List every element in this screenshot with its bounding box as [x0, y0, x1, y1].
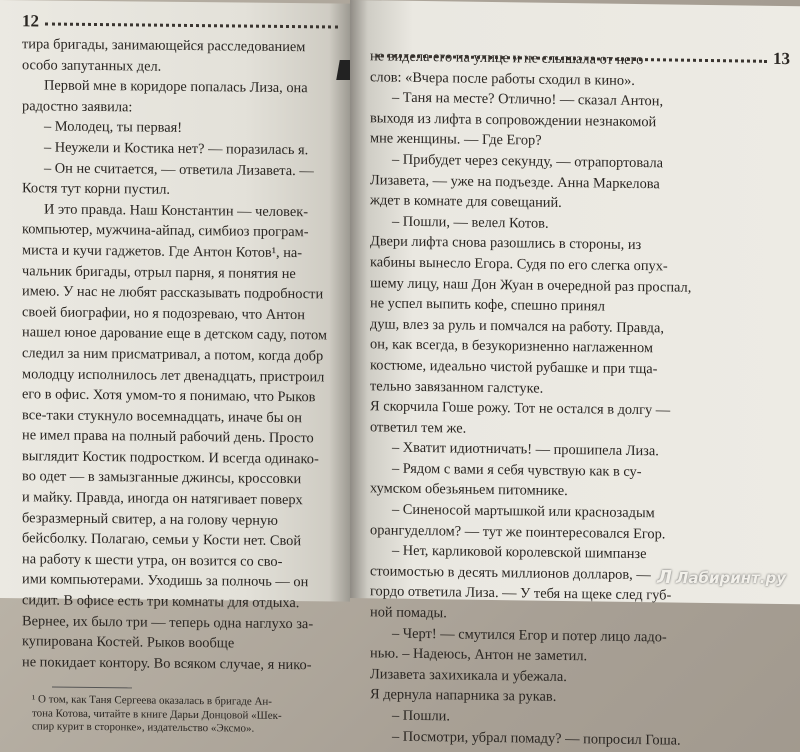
text-line: следил за ним присматривал, а потом, когда добр [22, 345, 324, 365]
footnote [22, 694, 344, 738]
text-line: кабины вынесло Егора. Судя по его слегка опух- [370, 254, 668, 275]
text-line: – Неужели и Костика нет? — поразилась я. [44, 139, 309, 159]
right-page-body [370, 46, 790, 752]
footnote-divider [52, 687, 132, 689]
text-line: – Молодец, ты первая! [44, 118, 183, 137]
text-line: – Черт! — смутился Егор и потер лицо ладо- [392, 625, 667, 646]
text-line: купирована Костей. Рыков вообще [22, 633, 235, 652]
text-line: – Прибудет через секунду, — отрапортовала [392, 151, 664, 172]
text-line: – Нет, карликовой королевской шимпанзе [392, 542, 647, 563]
text-line: выглядит Костик подростком. И всегда одинако- [22, 448, 319, 468]
text-line: чальник бригады, отрыл парня, я понятия не [22, 262, 296, 282]
footnote-line: спир курит в сторонке», издательство «Эксмо». [32, 720, 255, 736]
left-page [0, 0, 350, 736]
text-line: имею. У нас не любят рассказывать подробности [22, 283, 324, 303]
text-line: – Хватит идиотничать! — прошипела Лиза. [392, 439, 659, 460]
text-line: слов: «Вчера после работы сходил в кино». [370, 68, 635, 89]
text-line: – Он не считается, — ответила Лизавета. — [44, 160, 314, 179]
text-line: костюме, идеально чистой рубашке и при тща- [370, 357, 658, 378]
footnote-line: ¹ О том, как Таня Сергеева оказалась в бригаде Ан- [32, 693, 272, 709]
text-line: на работу к шести утра, он возится со сво- [22, 551, 283, 570]
text-line: Костя тут корни пустил. [22, 180, 171, 198]
text-line: Двери лифта снова разошлись в стороны, из [370, 233, 642, 254]
text-line: во одет — в замызганные джинсы, кроссовки [22, 468, 302, 488]
header-dotted-rule [45, 22, 338, 28]
text-line: Лизавета захихикала и убежала. [370, 666, 567, 685]
header-dotted-rule [376, 54, 767, 62]
text-line: мне женщины. — Где Егор? [370, 130, 542, 150]
text-line: своей биографии, но я подозреваю, что Антон [22, 303, 305, 323]
text-line: – Синеносой мартышкой или краснозадым [392, 501, 655, 522]
text-line: молодцу исполнилось лет двенадцать, пристроил [22, 365, 325, 385]
text-line: не покидает контору. Во всяком случае, я нико- [22, 654, 312, 674]
page-number-left: 12 [22, 11, 39, 31]
text-line: миста и кучи гаджетов. Где Антон Котов¹, на- [22, 242, 303, 262]
text-line: не успел выпить кофе, спешно принял [370, 295, 605, 315]
text-line: и майку. Правда, иногда он натягивает поверх [22, 489, 303, 509]
text-line: Первой мне в коридоре попалась Лиза, она [44, 77, 308, 97]
text-line: шему лицу, наш Дон Жуан в очередной раз проспал, [370, 274, 692, 296]
text-line: нашел юное дарование еще в детском саду, потом [22, 324, 327, 344]
text-line: – Рядом с вами я себя чувствую как в су- [392, 460, 642, 480]
text-line: – Посмотри, убрал помаду? — попросил Гоша. [392, 728, 681, 749]
text-line: не видела его на улице и не слышала от него [370, 48, 644, 69]
text-line: ждет в комнате для совещаний. [370, 192, 562, 212]
text-line: компьютер, мужчина-айпад, симбиоз програм- [22, 221, 309, 241]
text-line: И это правда. Наш Константин — человек- [44, 201, 309, 220]
text-line: нью. – Надеюсь, Антон не заметил. [370, 645, 588, 665]
watermark-text: Лабиринт.ру [675, 569, 786, 587]
text-line: выходя из лифта в сопровождении незнакомой [370, 110, 657, 131]
text-line: – Таня на месте? Отлично! — сказал Антон, [392, 89, 664, 110]
watermark-logo: Л [656, 567, 672, 588]
text-line: тира бригады, занимающейся расследованием [22, 36, 306, 56]
text-line: – Пошли, — велел Котов. [392, 213, 549, 232]
left-page-body [22, 34, 344, 676]
text-line: все-таки стукнуло восемнадцать, иначе бы он [22, 406, 302, 426]
footnote-line: тона Котова, читайте в книге Дарьи Донцовой «Шек- [32, 707, 282, 722]
text-line: ной помады. [370, 604, 447, 622]
text-line: сидит. В офисе есть три комнаты для отдыха. [22, 592, 300, 612]
text-line: он, как всегда, в безукоризненно наглаженном [370, 336, 653, 357]
text-line: бейсболку. Полагаю, семьи у Кости нет. Свой [22, 530, 302, 550]
text-line: орангуделлом? — тут же поинтересовался Егор. [370, 521, 666, 543]
text-line: стоимостью в десять миллионов долларов, — [370, 563, 651, 584]
text-line: не имел права на полный рабочий день. Просто [22, 427, 314, 447]
text-line: гордо ответила Лиза. — У тебя на щеке след губ- [370, 583, 672, 604]
text-line: безразмерный свитер, а на голову черную [22, 509, 278, 529]
page-number-right: 13 [773, 48, 790, 69]
text-line: Лизавета, — уже на подъезде. Анна Маркелова [370, 171, 660, 192]
text-line: ответил тем же. [370, 418, 467, 437]
text-line: Я скорчила Гоше рожу. Тот не остался в долгу — [370, 398, 671, 419]
text-line: Я дернула напарника за рукав. [370, 686, 557, 706]
text-line: ими компьютерами. Уходишь за полночь — он [22, 571, 309, 591]
left-page-header [22, 10, 344, 35]
watermark [657, 567, 786, 588]
right-page [350, 0, 800, 749]
text-line: хумском обезьяньем питомнике. [370, 480, 568, 500]
text-line: душ, влез за руль и помчался на работу. Правда, [370, 315, 664, 337]
text-line: особо запутанных дел. [22, 56, 162, 75]
text-line: тельно завязанном галстуке. [370, 377, 544, 397]
text-line: Вернее, их было три — теперь одна наглухо за- [22, 612, 314, 632]
text-line: радостно заявила: [22, 98, 133, 116]
text-line: – Пошли. [392, 707, 450, 725]
text-line: его в офис. Хотя умом-то я понимаю, что Рыков [22, 386, 316, 406]
